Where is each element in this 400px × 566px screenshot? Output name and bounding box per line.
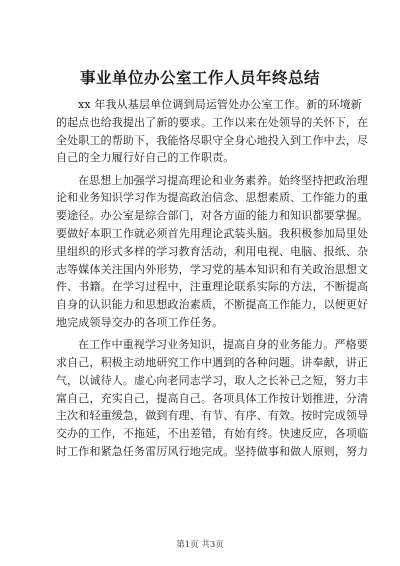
text-line: xx 年我从基层单位调到局运管处办公室工作。新的环境新 [78,98,362,111]
text-line: 求自己，积极主动地研究工作中遇到的各种问题。讲奉献，讲正 [56,355,369,369]
text-line: 论和业务知识学习作为提高政治信念、思想素质、工作能力的重 [56,191,369,205]
text-line: 主次和轻重缓急，做到有理、有节、有序、有效。按时完成领导 [56,409,369,423]
text-line: 里组织的形式多样的学习教育活动，利用电视、电脑、报纸、杂 [56,244,369,258]
text-line: 要做好本职工作就必须首先用理论武装头脑。我积极参加局里处 [56,226,369,240]
paragraph [56,96,369,167]
paragraph [56,172,369,332]
text-line: 时工作和紧急任务雷厉风行地完成。坚持做事和做人原则，努力 [56,444,369,458]
text-line: 在工作中重视学习业务知识，提高自身的业务能力。严格要 [78,338,368,352]
paragraph [56,336,369,461]
text-line: 的起点也给我提出了新的要求。工作以来在处领导的关怀下，在 [56,115,369,129]
text-line: 自身的认识能力和思想政治素质，不断提高工作能力，以便更好 [56,298,369,312]
page-footer: 第1页 共3页 [176,540,224,550]
text-line: 在思想上加强学习提高理论和业务素养。始终坚持把政治理 [78,173,368,187]
text-line: 件、书籍。在学习过程中，注重理论联系实际的方法，不断提高 [56,280,369,294]
text-line: 地完成领导交办的各项工作任务。 [56,315,224,329]
document-title: 事业单位办公室工作人员年终总结 [79,68,320,87]
text-line: 交办的工作，不拖延，不出差错，有始有终。快速反应，各项临 [56,427,369,441]
text-line: 气，以诚待人。虚心向老同志学习，取人之长补己之短，努力丰 [56,373,369,387]
text-line: 全处职工的帮助下，我能恪尽职守全身心地投入到工作中去，尽 [56,133,369,147]
text-line: 志等媒体关注国内外形势，学习党的基本知识和有关政治思想文 [56,262,369,276]
text-line: 要途径。办公室是综合部门，对各方面的能力和知识都要掌握。 [56,209,369,223]
text-line: 富自己，充实自己，提高自己。各项具体工作按计划推进，分清 [56,391,369,405]
text-line: 自己的全力履行好自己的工作职责。 [56,151,235,165]
document-body [56,96,369,461]
